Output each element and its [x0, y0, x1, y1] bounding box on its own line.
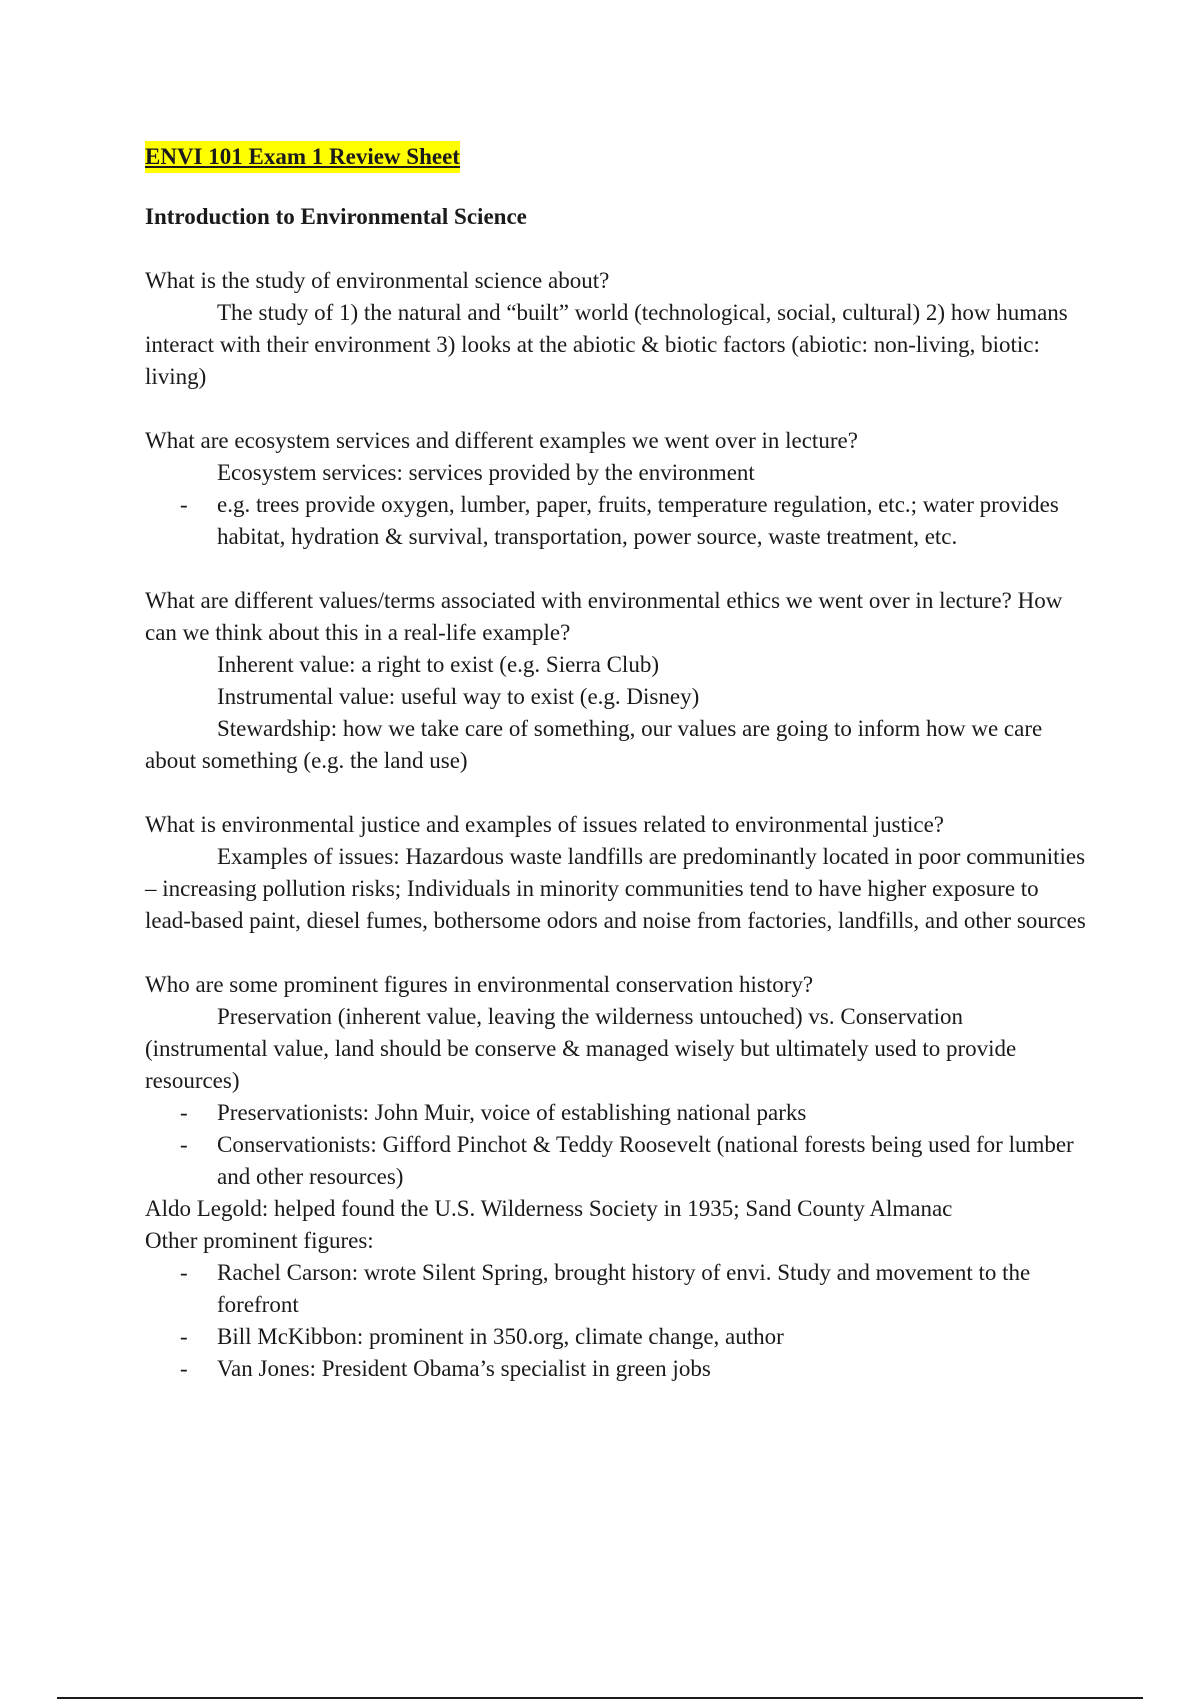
- question-text: What are different values/terms associated with environmental ethics we went over in lecture? How can we think about this in a real-life example?: [145, 588, 1063, 645]
- answer-text: Preservation (inherent value, leaving the wilderness untouched) vs. Conservation (instrumental value, land should be conserve & managed wisely but ultimately used to provide resources): [145, 1004, 1017, 1093]
- bullet-item: - Conservationists: Gifford Pinchot & Teddy Roosevelt (national forests being used for lumber and other resources): [217, 1129, 1090, 1193]
- bullet-item: - Preservationists: John Muir, voice of establishing national parks: [217, 1097, 1090, 1129]
- question-text: What is the study of environmental science about?: [145, 268, 610, 293]
- bullet-list: [145, 489, 1090, 553]
- other-figures-label: Other prominent figures:: [145, 1228, 374, 1253]
- answer-definition: Ecosystem services: services provided by the environment: [217, 460, 755, 485]
- question-block-4: [145, 809, 1090, 937]
- bullet-list: [145, 1257, 1090, 1385]
- inherent-value-text: Inherent value: a right to exist (e.g. Sierra Club): [217, 652, 659, 677]
- question-block-3: [145, 585, 1090, 777]
- instrumental-value-text: Instrumental value: useful way to exist (e.g. Disney): [217, 684, 700, 709]
- bullet-list: [145, 1097, 1090, 1193]
- bullet-item: - Rachel Carson: wrote Silent Spring, brought history of envi. Study and movement to the forefront: [217, 1257, 1090, 1321]
- bullet-item: - e.g. trees provide oxygen, lumber, paper, fruits, temperature regulation, etc.; water provides habitat, hydration & survival, transportation, power source, waste treatment, etc.: [217, 489, 1090, 553]
- leopold-text: Aldo Legold: helped found the U.S. Wilderness Society in 1935; Sand County Almanac: [145, 1196, 953, 1221]
- document-title: ENVI 101 Exam 1 Review Sheet: [145, 141, 460, 173]
- stewardship-text: Stewardship: how we take care of something, our values are going to inform how we care about something (e.g. the land use): [145, 716, 1043, 773]
- answer-text: Examples of issues: Hazardous waste landfills are predominantly located in poor communities – increasing pollution risks; Individuals in minority communities tend to have higher exposure to lead-based paint, diesel fumes, bothersome odors and noise from factories, landfills, and other sources: [145, 844, 1086, 933]
- document-page: [145, 141, 1090, 1385]
- bottom-rule: [57, 1697, 1143, 1699]
- question-block-1: [145, 265, 1090, 393]
- title-wrap: [145, 141, 1090, 173]
- question-text: Who are some prominent figures in environmental conservation history?: [145, 972, 814, 997]
- answer-text: The study of 1) the natural and “built” world (technological, social, cultural) 2) how humans interact with their environment 3) looks at the abiotic & biotic factors (abiotic: non-living, biotic: living): [145, 300, 1068, 389]
- question-text: What is environmental justice and examples of issues related to environmental justice?: [145, 812, 945, 837]
- bullet-item: - Bill McKibbon: prominent in 350.org, climate change, author: [217, 1321, 1090, 1353]
- question-text: What are ecosystem services and different examples we went over in lecture?: [145, 428, 858, 453]
- section-heading: Introduction to Environmental Science: [145, 204, 527, 229]
- question-block-2: [145, 425, 1090, 553]
- question-block-5: [145, 969, 1090, 1385]
- bullet-item: - Van Jones: President Obama’s specialist in green jobs: [217, 1353, 1090, 1385]
